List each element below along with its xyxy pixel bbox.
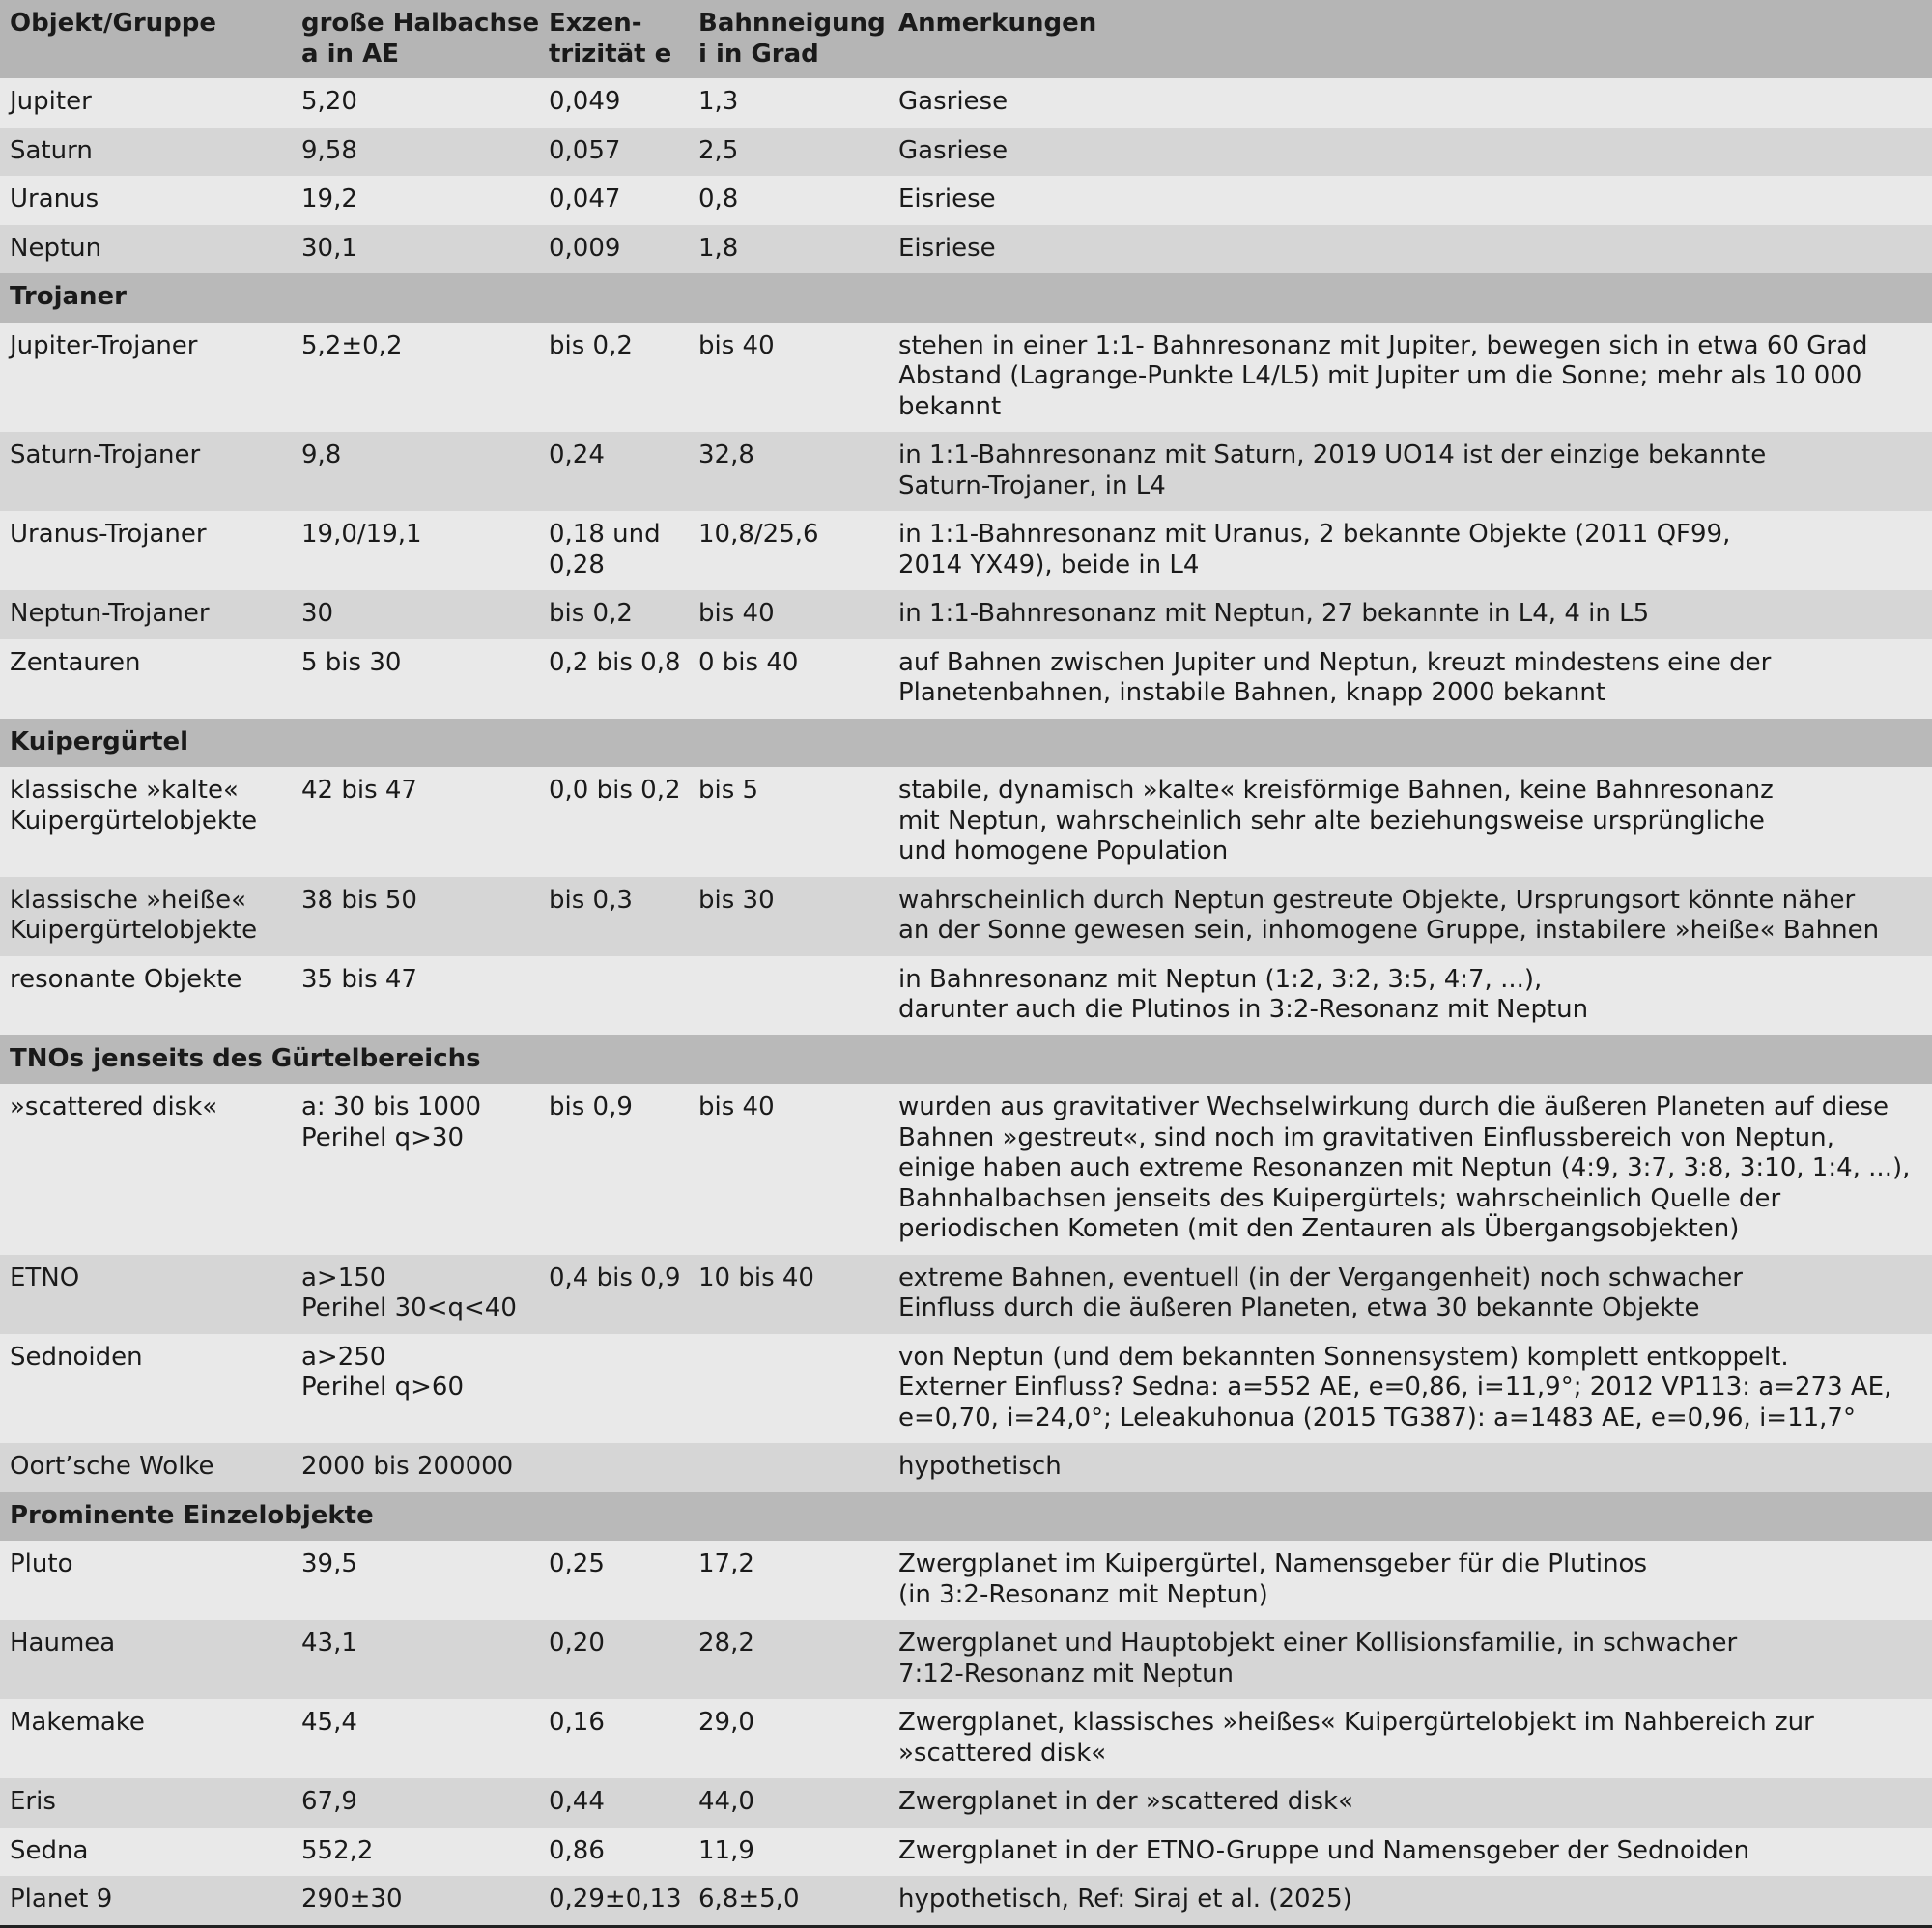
semi-major-axis-cell [292, 78, 539, 128]
cell-line: 1,8 [698, 233, 739, 263]
header-eccentricity [539, 0, 689, 78]
semi-major-axis-cell [292, 639, 539, 719]
cell-line: in 1:1-Bahnresonanz mit Uranus, 2 bekannte Objekte (2011 QF99, [898, 520, 1731, 549]
cell-line: 0,44 [549, 1787, 605, 1816]
notes-cell [889, 767, 1932, 877]
cell-line: 0,16 [549, 1708, 605, 1737]
notes-cell [889, 1334, 1932, 1444]
cell-line: »scattered disk« [10, 1092, 218, 1121]
cell-line: Exzen- [549, 9, 642, 38]
semi-major-axis-cell [292, 1876, 539, 1926]
semi-major-axis-cell [292, 1620, 539, 1699]
object-cell [0, 176, 292, 225]
notes-cell [889, 323, 1932, 433]
cell-line: 0,18 und [549, 520, 661, 549]
object-cell [0, 1255, 292, 1334]
inclination-cell [689, 1620, 889, 1699]
notes-cell [889, 78, 1932, 128]
semi-major-axis-cell [292, 1541, 539, 1620]
inclination-cell [689, 511, 889, 590]
cell-line: Planetenbahnen, instabile Bahnen, knapp 2000 bekannt [898, 678, 1606, 707]
object-cell [0, 877, 292, 956]
cell-line: bis 0,9 [549, 1092, 633, 1121]
notes-cell [889, 225, 1932, 274]
table-row [0, 225, 1932, 274]
table-row [0, 1699, 1932, 1778]
cell-line: Jupiter [10, 87, 92, 116]
semi-major-axis-cell [292, 511, 539, 590]
table-row [0, 511, 1932, 590]
cell-line: Pluto [10, 1549, 73, 1578]
cell-line: Uranus [10, 184, 99, 213]
table-row [0, 323, 1932, 433]
notes-cell [889, 1443, 1932, 1492]
cell-line: 32,8 [698, 440, 754, 469]
object-cell [0, 432, 292, 511]
cell-line: 30,1 [301, 233, 357, 263]
object-cell [0, 956, 292, 1035]
cell-line: 44,0 [698, 1787, 754, 1816]
object-cell [0, 1778, 292, 1828]
header-semi-major-axis [292, 0, 539, 78]
inclination-cell [689, 1828, 889, 1877]
inclination-cell [689, 1778, 889, 1828]
cell-line: stabile, dynamisch »kalte« kreisförmige Bahnen, keine Bahnresonanz [898, 776, 1774, 805]
cell-line: 5 bis 30 [301, 647, 402, 677]
cell-line: 0,057 [549, 135, 621, 165]
inclination-cell [689, 1084, 889, 1255]
semi-major-axis-cell [292, 1255, 539, 1334]
table-row [0, 78, 1932, 128]
object-cell [0, 1699, 292, 1778]
cell-line: 0,25 [549, 1549, 605, 1578]
notes-cell [889, 1876, 1932, 1926]
cell-line: bis 40 [698, 599, 775, 628]
group-label: Prominente Einzelobjekte [0, 1492, 1932, 1542]
notes-cell [889, 877, 1932, 956]
cell-line: Makemake [10, 1708, 145, 1737]
object-cell [0, 1443, 292, 1492]
cell-line: 11,9 [698, 1835, 754, 1865]
cell-line: Oort’sche Wolke [10, 1452, 214, 1481]
cell-line: Perihel 30<q<40 [301, 1293, 517, 1322]
cell-line: a>250 [301, 1342, 386, 1372]
cell-line: Jupiter-Trojaner [10, 330, 198, 360]
cell-line: Kuipergürtelobjekte [10, 916, 258, 945]
cell-line: große Halbachse [301, 9, 539, 38]
cell-line: in 1:1-Bahnresonanz mit Neptun, 27 bekannte in L4, 4 in L5 [898, 599, 1650, 628]
table-row [0, 432, 1932, 511]
notes-cell [889, 1828, 1932, 1877]
cell-line: bis 0,2 [549, 330, 633, 360]
cell-line: Zentauren [10, 647, 141, 677]
cell-line: 9,58 [301, 135, 357, 165]
object-cell [0, 1828, 292, 1877]
cell-line: i in Grad [698, 39, 819, 69]
semi-major-axis-cell [292, 225, 539, 274]
cell-line: 290±30 [301, 1885, 403, 1914]
cell-line: einige haben auch extreme Resonanzen mit Neptun (4:9, 3:7, 3:8, 3:10, 1:4, ...), [898, 1153, 1911, 1182]
eccentricity-cell [539, 639, 689, 719]
object-cell [0, 1334, 292, 1444]
cell-line: extreme Bahnen, eventuell (in der Vergangenheit) noch schwacher [898, 1262, 1743, 1292]
cell-line: Sedna [10, 1835, 89, 1865]
inclination-cell [689, 176, 889, 225]
cell-line: mit Neptun, wahrscheinlich sehr alte beziehungsweise ursprüngliche [898, 806, 1765, 836]
cell-line: 0,049 [549, 87, 621, 116]
table-row [0, 1443, 1932, 1492]
inclination-cell [689, 767, 889, 877]
eccentricity-cell [539, 1541, 689, 1620]
cell-line: Bahnneigung [698, 9, 886, 38]
cell-line: 45,4 [301, 1708, 357, 1737]
eccentricity-cell [539, 1334, 689, 1444]
notes-cell [889, 1084, 1932, 1255]
group-header-row [0, 719, 1932, 768]
cell-line: periodischen Kometen (mit den Zentauren als Übergangsobjekten) [898, 1214, 1740, 1243]
notes-cell [889, 639, 1932, 719]
header-row [0, 0, 1932, 78]
semi-major-axis-cell [292, 590, 539, 639]
semi-major-axis-cell [292, 432, 539, 511]
cell-line: trizität e [549, 39, 672, 69]
cell-line: bis 40 [698, 1092, 775, 1121]
semi-major-axis-cell [292, 1334, 539, 1444]
cell-line: Neptun-Trojaner [10, 599, 210, 628]
cell-line: in 1:1-Bahnresonanz mit Saturn, 2019 UO14 ist der einzige bekannte [898, 440, 1767, 469]
eccentricity-cell [539, 1876, 689, 1926]
inclination-cell [689, 323, 889, 433]
semi-major-axis-cell [292, 323, 539, 433]
cell-line: Gasriese [898, 87, 1009, 116]
table-row [0, 877, 1932, 956]
notes-cell [889, 176, 1932, 225]
inclination-cell [689, 78, 889, 128]
table-row [0, 1828, 1932, 1877]
inclination-cell [689, 1876, 889, 1926]
inclination-cell [689, 432, 889, 511]
semi-major-axis-cell [292, 767, 539, 877]
semi-major-axis-cell [292, 877, 539, 956]
table-row [0, 128, 1932, 177]
cell-line: 5,2±0,2 [301, 330, 403, 360]
table-row [0, 1620, 1932, 1699]
inclination-cell [689, 225, 889, 274]
object-cell [0, 767, 292, 877]
object-cell [0, 639, 292, 719]
cell-line: 0,009 [549, 233, 621, 263]
cell-line: Bahnen »gestreut«, sind noch im gravitativen Einflussbereich von Neptun, [898, 1122, 1834, 1152]
object-cell [0, 1876, 292, 1926]
cell-line: Eisriese [898, 184, 996, 213]
cell-line: Zwergplanet und Hauptobjekt einer Kollisionsfamilie, in schwacher [898, 1629, 1738, 1658]
group-header-row [0, 1492, 1932, 1542]
cell-line: ETNO [10, 1262, 80, 1292]
cell-line: wurden aus gravitativer Wechselwirkung durch die äußeren Planeten auf diese [898, 1092, 1889, 1121]
group-label: Kuipergürtel [0, 719, 1932, 768]
inclination-cell [689, 1541, 889, 1620]
notes-cell [889, 1541, 1932, 1620]
cell-line: 0,047 [549, 184, 621, 213]
cell-line: Gasriese [898, 135, 1009, 165]
cell-line: Perihel q>60 [301, 1373, 464, 1402]
eccentricity-cell [539, 767, 689, 877]
header-inclination [689, 0, 889, 78]
cell-line: und homogene Population [898, 836, 1229, 865]
eccentricity-cell [539, 323, 689, 433]
cell-line: stehen in einer 1:1- Bahnresonanz mit Jupiter, bewegen sich in etwa 60 Grad [898, 330, 1868, 360]
cell-line: 28,2 [698, 1629, 754, 1658]
cell-line: 0 bis 40 [698, 647, 799, 677]
object-cell [0, 128, 292, 177]
table-row [0, 1778, 1932, 1828]
inclination-cell [689, 956, 889, 1035]
cell-line: bis 40 [698, 330, 775, 360]
cell-line: klassische »heiße« [10, 885, 246, 915]
cell-line: hypothetisch [898, 1452, 1062, 1481]
cell-line: 0,4 bis 0,9 [549, 1262, 681, 1292]
notes-cell [889, 1778, 1932, 1828]
cell-line: 9,8 [301, 440, 342, 469]
cell-line: Perihel q>30 [301, 1122, 464, 1152]
cell-line: klassische »kalte« [10, 776, 239, 805]
cell-line: Zwergplanet, klassisches »heißes« Kuipergürtelobjekt im Nahbereich zur [898, 1708, 1814, 1737]
cell-line: 19,2 [301, 184, 357, 213]
inclination-cell [689, 1443, 889, 1492]
object-cell [0, 78, 292, 128]
group-header-row [0, 273, 1932, 323]
cell-line: e=0,70, i=24,0°; Leleakuhonua (2015 TG387): a=1483 AE, e=0,96, i=11,7° [898, 1403, 1856, 1432]
eccentricity-cell [539, 1778, 689, 1828]
eccentricity-cell [539, 1084, 689, 1255]
cell-line: bis 30 [698, 885, 775, 915]
cell-line: 552,2 [301, 1835, 374, 1865]
cell-line: auf Bahnen zwischen Jupiter und Neptun, kreuzt mindestens eine der [898, 647, 1772, 677]
eccentricity-cell [539, 511, 689, 590]
cell-line: Anmerkungen [898, 9, 1097, 38]
object-cell [0, 1541, 292, 1620]
cell-line: Saturn-Trojaner [10, 440, 201, 469]
cell-line: 0,2 bis 0,8 [549, 647, 681, 677]
semi-major-axis-cell [292, 1699, 539, 1778]
cell-line: Neptun [10, 233, 102, 263]
cell-line: Einfluss durch die äußeren Planeten, etwa 30 bekannte Objekte [898, 1293, 1700, 1322]
group-label: TNOs jenseits des Gürtelbereichs [0, 1035, 1932, 1085]
eccentricity-cell [539, 590, 689, 639]
semi-major-axis-cell [292, 128, 539, 177]
inclination-cell [689, 877, 889, 956]
notes-cell [889, 128, 1932, 177]
cell-line: bis 5 [698, 776, 759, 805]
cell-line: 43,1 [301, 1629, 357, 1658]
cell-line: Zwergplanet im Kuipergürtel, Namensgeber für die Plutinos [898, 1549, 1648, 1578]
object-cell [0, 225, 292, 274]
eccentricity-cell [539, 1828, 689, 1877]
semi-major-axis-cell [292, 1778, 539, 1828]
inclination-cell [689, 128, 889, 177]
eccentricity-cell [539, 432, 689, 511]
cell-line: a: 30 bis 1000 [301, 1092, 482, 1121]
cell-line: Eris [10, 1787, 56, 1816]
cell-line: 7:12-Resonanz mit Neptun [898, 1659, 1235, 1688]
cell-line: 1,3 [698, 87, 739, 116]
cell-line: 0,29±0,13 [549, 1885, 682, 1914]
cell-line: resonante Objekte [10, 964, 242, 994]
table-row [0, 1084, 1932, 1255]
cell-line: Zwergplanet in der ETNO-Gruppe und Namensgeber der Sednoiden [898, 1835, 1750, 1865]
cell-line: 10 bis 40 [698, 1262, 814, 1292]
eccentricity-cell [539, 1620, 689, 1699]
cell-line: hypothetisch, Ref: Siraj et al. (2025) [898, 1885, 1352, 1914]
cell-line: 38 bis 50 [301, 885, 417, 915]
table-row [0, 1255, 1932, 1334]
notes-cell [889, 1255, 1932, 1334]
cell-line: 35 bis 47 [301, 964, 417, 994]
notes-cell [889, 1699, 1932, 1778]
semi-major-axis-cell [292, 1084, 539, 1255]
cell-line: 0,28 [549, 550, 605, 580]
notes-cell [889, 590, 1932, 639]
cell-line: 0,0 bis 0,2 [549, 776, 681, 805]
semi-major-axis-cell [292, 1828, 539, 1877]
eccentricity-cell [539, 956, 689, 1035]
eccentricity-cell [539, 877, 689, 956]
object-cell [0, 1084, 292, 1255]
eccentricity-cell [539, 176, 689, 225]
cell-line: a in AE [301, 39, 399, 69]
cell-line: Externer Einfluss? Sedna: a=552 AE, e=0,86, i=11,9°; 2012 VP113: a=273 AE, [898, 1373, 1892, 1402]
cell-line: 0,24 [549, 440, 605, 469]
cell-line: 6,8±5,0 [698, 1885, 800, 1914]
cell-line: darunter auch die Plutinos in 3:2-Resonanz mit Neptun [898, 995, 1589, 1024]
table-row [0, 1541, 1932, 1620]
group-header-row [0, 1035, 1932, 1085]
table-body [0, 78, 1932, 1926]
cell-line: 42 bis 47 [301, 776, 417, 805]
table-row [0, 1876, 1932, 1926]
cell-line: Haumea [10, 1629, 116, 1658]
object-cell [0, 511, 292, 590]
cell-line: wahrscheinlich durch Neptun gestreute Objekte, Ursprungsort könnte näher [898, 885, 1856, 915]
header-notes [889, 0, 1932, 78]
cell-line: 30 [301, 599, 334, 628]
header-object-group [0, 0, 292, 78]
cell-line: 19,0/19,1 [301, 520, 422, 549]
cell-line: 0,8 [698, 184, 739, 213]
cell-line: 2000 bis 200000 [301, 1452, 514, 1481]
eccentricity-cell [539, 1699, 689, 1778]
notes-cell [889, 511, 1932, 590]
cell-line: a>150 [301, 1262, 386, 1292]
eccentricity-cell [539, 225, 689, 274]
cell-line: Abstand (Lagrange-Punkte L4/L5) mit Jupiter um die Sonne; mehr als 10 000 [898, 361, 1862, 390]
cell-line: von Neptun (und dem bekannten Sonnensystem) komplett entkoppelt. [898, 1342, 1789, 1372]
cell-line: 0,86 [549, 1835, 605, 1865]
cell-line: 67,9 [301, 1787, 357, 1816]
eccentricity-cell [539, 1255, 689, 1334]
table-row [0, 590, 1932, 639]
cell-line: bekannt [898, 391, 1002, 421]
inclination-cell [689, 1255, 889, 1334]
cell-line: 2,5 [698, 135, 739, 165]
cell-line: Zwergplanet in der »scattered disk« [898, 1787, 1354, 1816]
cell-line: Kuipergürtelobjekte [10, 806, 258, 836]
table-row [0, 1334, 1932, 1444]
cell-line: 10,8/25,6 [698, 520, 819, 549]
eccentricity-cell [539, 78, 689, 128]
object-cell [0, 590, 292, 639]
notes-cell [889, 956, 1932, 1035]
table-row [0, 176, 1932, 225]
table-row [0, 956, 1932, 1035]
cell-line: Uranus-Trojaner [10, 520, 207, 549]
cell-line: bis 0,3 [549, 885, 633, 915]
cell-line: 2014 YX49), beide in L4 [898, 550, 1200, 580]
notes-cell [889, 432, 1932, 511]
cell-line: 17,2 [698, 1549, 754, 1578]
cell-line: 29,0 [698, 1708, 754, 1737]
table-row [0, 639, 1932, 719]
inclination-cell [689, 590, 889, 639]
cell-line: Planet 9 [10, 1885, 113, 1914]
cell-line: (in 3:2-Resonanz mit Neptun) [898, 1579, 1268, 1609]
cell-line: in Bahnresonanz mit Neptun (1:2, 3:2, 3:5, 4:7, ...), [898, 964, 1543, 994]
table-row [0, 767, 1932, 877]
cell-line: Saturn-Trojaner, in L4 [898, 470, 1166, 500]
cell-line: Sednoiden [10, 1342, 143, 1372]
object-cell [0, 1620, 292, 1699]
cell-line: Saturn [10, 135, 93, 165]
cell-line: Eisriese [898, 233, 996, 263]
cell-line: an der Sonne gewesen sein, inhomogene Gruppe, instabilere »heiße« Bahnen [898, 916, 1880, 945]
notes-cell [889, 1620, 1932, 1699]
semi-major-axis-cell [292, 1443, 539, 1492]
cell-line: Bahnhalbachsen jenseits des Kuipergürtels; wahrscheinlich Quelle der [898, 1183, 1781, 1213]
cell-line: Objekt/Gruppe [10, 9, 217, 38]
eccentricity-cell [539, 128, 689, 177]
semi-major-axis-cell [292, 176, 539, 225]
group-label: Trojaner [0, 273, 1932, 323]
cell-line: 0,20 [549, 1629, 605, 1658]
eccentricity-cell [539, 1443, 689, 1492]
cell-line: 39,5 [301, 1549, 357, 1578]
cell-line: 5,20 [301, 87, 357, 116]
inclination-cell [689, 639, 889, 719]
object-cell [0, 323, 292, 433]
inclination-cell [689, 1334, 889, 1444]
cell-line: »scattered disk« [898, 1738, 1107, 1768]
inclination-cell [689, 1699, 889, 1778]
semi-major-axis-cell [292, 956, 539, 1035]
cell-line: bis 0,2 [549, 599, 633, 628]
